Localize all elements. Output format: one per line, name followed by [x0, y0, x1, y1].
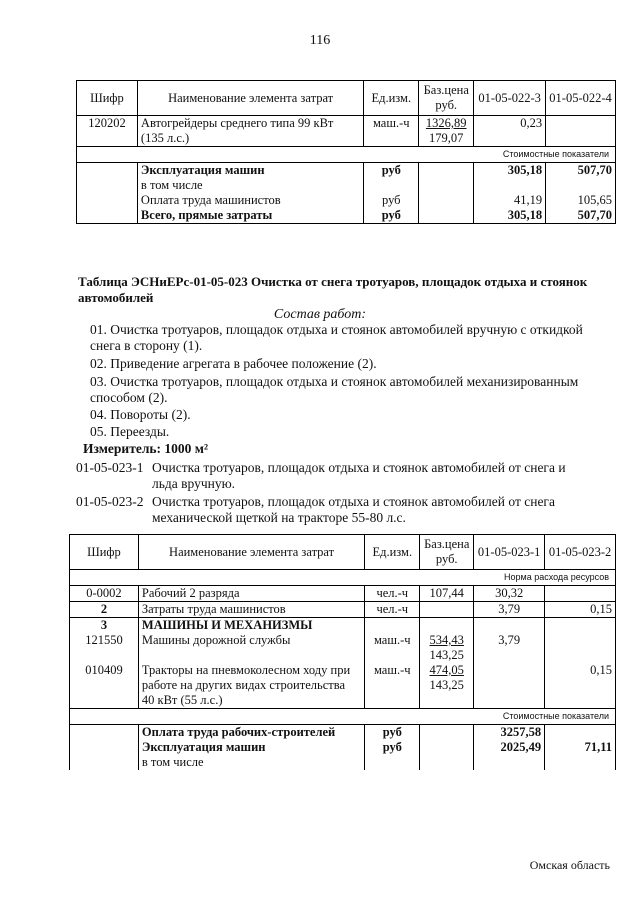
header-col1: 01-05-022-3: [474, 81, 546, 116]
table-row: в том числе: [70, 755, 616, 770]
header-code: Шифр: [77, 81, 138, 116]
table-row: 010409 Тракторы на пневмоколесном ходу при работе на других видах строительства 40 кВт (55 л.с.) маш.-ч 474,05 143,25 0,15: [70, 663, 616, 709]
header-col2: 01-05-023-2: [545, 535, 616, 570]
header-code: Шифр: [70, 535, 139, 570]
header-name: Наименование элемента затрат: [137, 81, 363, 116]
table-row: 3 МАШИНЫ И МЕХАНИЗМЫ: [70, 618, 616, 634]
works-composition-label: Состав работ:: [273, 307, 367, 322]
table-row: 120202 Автогрейдеры среднего типа 99 кВт (135 л.с.) маш.-ч 1326,89 179,07 0,23: [77, 116, 616, 147]
table-row: Эксплуатация машин руб 2025,49 71,11: [70, 740, 616, 755]
header-col1: 01-05-023-1: [474, 535, 545, 570]
work-item: 04. Повороты (2).: [90, 407, 191, 422]
section-label: Стоимостные показатели: [77, 147, 616, 163]
table-row: Оплата труда машинистов руб 41,19 105,65: [77, 193, 616, 208]
table-row: Всего, прямые затраты руб 305,18 507,70: [77, 208, 616, 224]
page-number: 116: [309, 33, 331, 48]
table-row: 2 Затраты труда машинистов чел.-ч 3,79 0,15: [70, 602, 616, 618]
rate-description: Очистка тротуаров, площадок отдыха и стоянок автомобилей от снега и льда вручную.: [152, 460, 566, 491]
resource-table-1: [76, 80, 616, 224]
rate-code: 01-05-023-1: [76, 460, 144, 475]
region-footer: Омская область: [529, 858, 610, 872]
header-price: Баз.цена руб.: [419, 81, 474, 116]
work-item: 05. Переезды.: [90, 424, 170, 439]
table-row: Оплата труда рабочих-строителей руб 3257,58: [70, 725, 616, 741]
resource-table-2: [69, 534, 616, 770]
header-col2: 01-05-022-4: [546, 81, 616, 116]
work-item: 02. Приведение агрегата в рабочее положение (2).: [90, 356, 377, 371]
table-row: 0-0002 Рабочий 2 разряда чел.-ч 107,44 30,32: [70, 586, 616, 602]
table-row: в том числе: [77, 178, 616, 193]
rate-code: 01-05-023-2: [76, 494, 144, 509]
header-price: Баз.цена руб.: [420, 535, 474, 570]
header-unit: Ед.изм.: [365, 535, 420, 570]
section-label: Норма расхода ресурсов: [70, 570, 616, 586]
measure-unit: Измеритель: 1000 м²: [83, 441, 209, 456]
header-name: Наименование элемента затрат: [138, 535, 364, 570]
table-row: 121550 Машины дорожной службы маш.-ч 534,43 143,25 3,79: [70, 633, 616, 663]
header-unit: Ед.изм.: [364, 81, 419, 116]
work-item: 03. Очистка тротуаров, площадок отдыха и стоянок автомобилей механизированным способом (2).: [90, 374, 579, 405]
table-title: Таблица ЭСНиЕРс-01-05-023 Очистка от снега тротуаров, площадок отдыха и стоянок автомобилей: [78, 274, 588, 305]
rate-description: Очистка тротуаров, площадок отдыха и стоянок автомобилей от снега механической щеткой на тракторе 55-80 л.с.: [152, 494, 555, 525]
section-label: Стоимостные показатели: [70, 709, 616, 725]
work-item: 01. Очистка тротуаров, площадок отдыха и стоянок автомобилей вручную с откидкой снега в сторону (1).: [90, 322, 583, 353]
table-row: Эксплуатация машин руб 305,18 507,70: [77, 163, 616, 179]
